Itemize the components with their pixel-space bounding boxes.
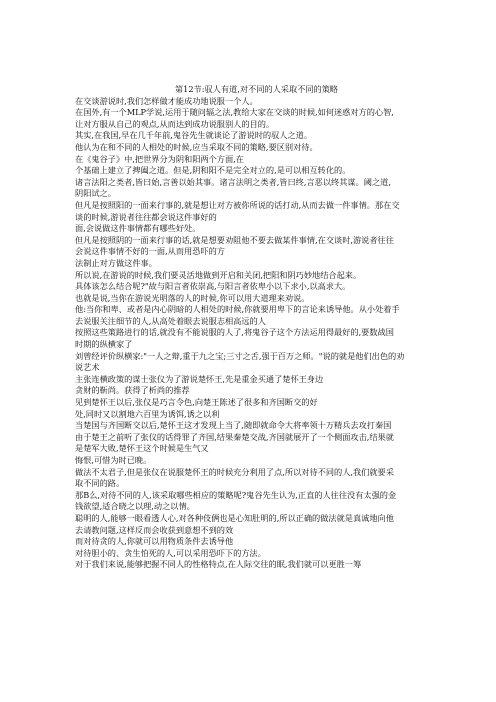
text-line: 在交谈游说时,我们怎样做才能成功地说服一个人。 [75, 95, 258, 106]
text-line: 处,同时又以割地六百里为诱饵,诱之以利 [75, 408, 220, 419]
text-line: 面,会说做这件事情都有哪些好处。 [75, 223, 201, 234]
text-line: 在《鬼谷子》中,把世界分为阴和阳两个方面,在 [75, 153, 244, 164]
text-line: 诸言法阳之类者,皆曰始,言善以始其事。诸言法明之类者,皆曰终,言恶以终其谋。阈之道, [75, 176, 391, 187]
text-line: 对于我们来说,能够把握不同人的性格特点,在人际交往的眠,我们就可以更胜一筹 [75, 559, 362, 570]
text-line: 悔恨,可惜为时已晚。 [75, 455, 152, 465]
text-line: 时期的纵横家了 [75, 339, 133, 350]
text-line: 刘曾经评价纵横家:"一人之辩,重于九之宝;三寸之舌,强于百万之师。"说的就是他们出色的劝 [75, 350, 405, 361]
text-line: 谈的时候,游说者往往都会说这件事好的 [75, 211, 217, 222]
text-line: 让对方服从自己的观点,从而达到成功说服别人的目的。 [75, 118, 275, 129]
text-line: 也就是说,当你在游说光明落的人的时候,你可以用大道理来劝说。 [75, 292, 310, 303]
text-line: 但凡是按照阳的一面来行事的,就是想让对方被你所说的话打动,从而去做一件事情。那在交 [75, 199, 400, 210]
text-line: 贪财的靳尚。获得了析尚的推荐 [75, 385, 190, 396]
text-line: 聪明的人,能够一眼看透人心,对各种伎俩也是心知肚明的,所以正确的做法就是真诚地向他 [75, 512, 394, 523]
text-line: 做法不太君子,但是张仪在说服楚怀王的时候充分利用了点,所以对待不同的人,我们就要采 [75, 466, 394, 477]
text-line: 阴阳试之。 [75, 188, 116, 199]
text-line: 法制止对方做这件事。 [75, 257, 157, 268]
text-line: 那B么,对待不同的人,该采取哪些相应的策略呢?鬼谷先生认为,正直的人往往没有太强的金 [75, 489, 397, 500]
page-title: 第12节:驭人有道,对不同的人采取不同的策略 [174, 84, 339, 94]
text-line: 在国外,有一个MLP学说,运用于随问辐之法,教给大家在交谈的时候,如何迷惑对方的心智, [75, 107, 394, 118]
text-line: 当楚国与齐国断交以后,楚怀王这才发现上当了,随即就命令大将率领十万精兵去攻打秦国 [75, 420, 392, 431]
text-line: 但凡是按照阴的一面来行事的话,就是想要劝阻他不要去做某件事情,在交谈时,游说者往往 [75, 234, 394, 245]
text-line: 他认为在和不同的人相处的时候,应当采取不同的策略,要区别对待。 [75, 141, 318, 152]
text-line: 见到楚怀王以后,张仪是巧言令色,向楚王陈述了很多和齐国断交的好 [75, 397, 318, 408]
text-line: 去说服关注细节的人,从高处着眼去说服志相高远的人 [75, 315, 266, 326]
text-line: 具体该怎么结合呢?"故与阳言者依崇高,与阳言者依卑小以下求小,以高求大。 [75, 281, 351, 292]
text-line: 会说这件事情不好的一面,从而用恐吓的方 [75, 246, 225, 257]
text-line: 主张连横政策的谋士张仪为了游说楚怀王,先是重金买通了楚怀王身边 [75, 373, 324, 384]
text-line: 是楚军大败,楚怀王这个时候是生气又 [75, 443, 209, 454]
text-line: 而对待贪的人,你就可以用物质条件去诱导他 [75, 536, 234, 547]
text-line: 个基础上建立了捭阖之道。但是,阴和阳不是完全对立的,是可以相互转化的。 [75, 165, 351, 176]
text-line: 所以说,在游说的时候,我们要灵活地做到开启和关闭,把阳和阴巧妙地结合起来。 [75, 269, 362, 280]
text-line: 对待胆小的、贪生怕死的人,可以采用恐吓下的方法。 [75, 547, 266, 558]
text-line: 其实,在我国,早在几千年前,鬼谷先生就谈论了游说时的驭人之道。 [75, 130, 313, 141]
text-line: 由于楚王之前听了张仪的话得罪了齐国,结果秦楚交战,齐国就展开了一个侧面攻击,结果就 [75, 431, 394, 442]
text-line: 去请教问题,这样反而会收获到意想不到的效 [75, 524, 234, 535]
document-body [75, 96, 438, 571]
text-line: 他:当你和卑、或者是内心阴暗的人相处的时候,你就要用卑下的言论来诱导他。从小处着手 [75, 304, 400, 315]
text-line: 按照这些策路进行的话,就没有不能说服的人了,将鬼谷子这个方法运用得最好的,要数战国 [75, 327, 394, 338]
text-line: 说艺术 [75, 362, 100, 373]
text-line: 取不同的路。 [75, 478, 125, 489]
text-line: 钱欲望,适合晓之以理,动之以情。 [75, 501, 195, 512]
